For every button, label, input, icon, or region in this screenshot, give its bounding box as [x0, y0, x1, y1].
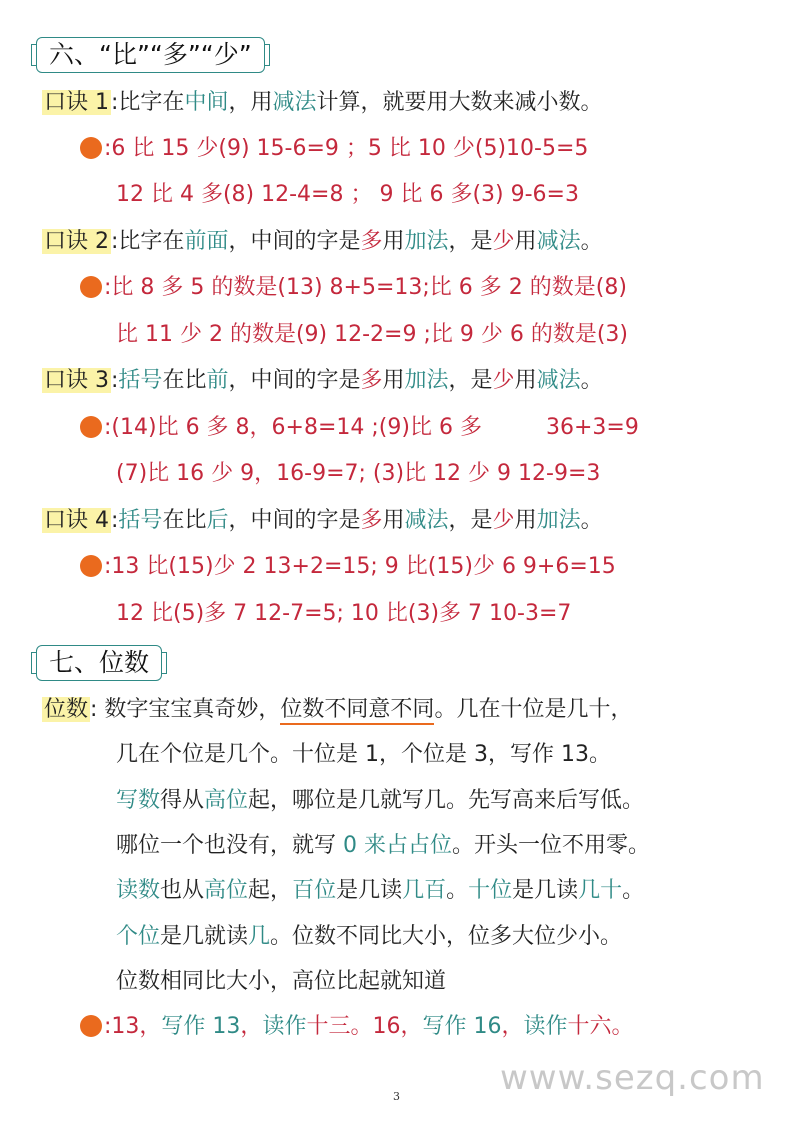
example-text: :比 8 多 5 的数是(13) 8+5=13;比 6 多 2 的数是(8) [104, 275, 627, 300]
rule-3-example-2 [116, 459, 600, 489]
digits-example [80, 1012, 634, 1042]
digits-text: 起， [248, 878, 293, 903]
bullet-icon [80, 416, 102, 438]
rule-1-text: ，用 [228, 90, 273, 115]
rule-3-sep: : [111, 368, 119, 393]
digits-line-4 [116, 831, 650, 861]
digits-text: 。 [622, 878, 645, 903]
example-text: (7)比 16 少 9，16-9=7; (3)比 12 少 9 12-9=3 [116, 461, 601, 486]
digits-line-3 [116, 786, 644, 816]
rule-3-example-1 [80, 413, 482, 443]
rule-4-text: 。 [580, 508, 603, 533]
rule-1-text: 比字在 [118, 90, 185, 115]
rule-3-highlight: 少 [492, 368, 515, 393]
example-text: 12 比 4 多(8) 12-4=8 ； 9 比 6 多(3) 9-6=3 [116, 182, 579, 207]
digits-line-6 [116, 922, 622, 952]
digits-text: 是几读 [512, 878, 579, 903]
digits-text: 得从 [160, 788, 205, 813]
rule-1-text: 计算，就要用大数来减小数。 [316, 90, 603, 115]
digits-highlight: 个位 [116, 924, 161, 949]
rule-2-highlight: 加法 [404, 229, 449, 254]
rule-2-text: 比字在 [118, 229, 185, 254]
digits-highlight: 百位 [292, 878, 337, 903]
rule-4-example-1 [80, 552, 616, 582]
rule-4-text: ，中间的字是 [228, 508, 361, 533]
digits-text: 。开头一位不用零。 [452, 833, 651, 858]
rule-3-text: ，中间的字是 [228, 368, 361, 393]
example-text: :13， [104, 1014, 162, 1039]
rule-2-text: 用 [382, 229, 405, 254]
rule-4-sep: : [111, 508, 119, 533]
rule-3-highlight: 括号 [118, 368, 163, 393]
rule-2-highlight: 少 [492, 229, 515, 254]
rule-2-text: 用 [514, 229, 537, 254]
rule-4-highlight: 少 [492, 508, 515, 533]
section-6-title-text: 六、“比”“多”“少” [49, 40, 252, 69]
example-text: :6 比 15 少(9) 15-6=9 ；5 比 10 少(5)10-5=5 [104, 136, 589, 161]
rule-2-line [42, 227, 603, 257]
section-7-title-text: 七、位数 [49, 648, 150, 677]
rule-1-highlight-middle: 中间 [184, 90, 229, 115]
digits-highlight: 0 来占占位 [343, 833, 452, 858]
rule-3-key: 口诀 3 [44, 368, 109, 393]
rule-2-text: ，中间的字是 [228, 229, 361, 254]
bullet-icon [80, 555, 102, 577]
section-6-title [36, 37, 265, 73]
digits-text: 哪位一个也没有，就写 [116, 833, 343, 858]
digits-text: 起，哪位是几就写几。先写高来后写低。 [248, 788, 645, 813]
rule-3-example-1b [546, 413, 639, 443]
bullet-icon [80, 1015, 102, 1037]
rule-2-key: 口诀 2 [44, 229, 109, 254]
rule-4-text: 在比 [162, 508, 207, 533]
rule-3-text: 在比 [162, 368, 207, 393]
rule-2-highlight: 多 [360, 229, 383, 254]
example-text: ， [501, 1014, 524, 1039]
rule-1-example-1 [80, 134, 588, 164]
rule-3-text: 用 [514, 368, 537, 393]
rule-4-key: 口诀 4 [44, 508, 109, 533]
rule-3-text: 。 [580, 368, 603, 393]
rule-3-highlight: 减法 [536, 368, 581, 393]
example-highlight: 读作 [262, 1014, 307, 1039]
digits-highlight: 写数 [116, 788, 161, 813]
example-text: ， [240, 1014, 263, 1039]
digits-text: : 数字宝宝真奇妙， [90, 697, 281, 722]
example-text: 比 11 少 2 的数是(9) 12-2=9 ;比 9 少 6 的数是(3) [116, 322, 629, 347]
digits-highlight: 高位 [204, 788, 249, 813]
digits-underlined-text: 位数不同意不同 [280, 697, 434, 725]
bullet-icon [80, 137, 102, 159]
rule-4-line [42, 506, 603, 536]
rule-4-highlight: 括号 [118, 508, 163, 533]
rule-2-highlight: 前面 [184, 229, 229, 254]
rule-1-key: 口诀 1 [44, 90, 109, 115]
rule-3-text: 用 [382, 368, 405, 393]
rule-1-example-2 [116, 180, 579, 210]
example-text: 12 比(5)多 7 12-7=5; 10 比(3)多 7 10-3=7 [116, 601, 572, 626]
rule-2-highlight: 减法 [536, 229, 581, 254]
example-highlight: 写作 16 [422, 1014, 502, 1039]
example-text: 36+3=9 [546, 415, 639, 440]
watermark: www.sezq.com [500, 1058, 765, 1098]
rule-2-sep: : [111, 229, 119, 254]
example-highlight: 写作 13 [161, 1014, 241, 1039]
rule-4-highlight: 减法 [404, 508, 449, 533]
example-text: :(14)比 6 多 8，6+8=14 ;(9)比 6 多 [104, 415, 482, 440]
digits-text: 。位数不同比大小，位多大位少小。 [270, 924, 623, 949]
rule-3-highlight: 多 [360, 368, 383, 393]
rule-2-example-2 [116, 320, 628, 350]
example-text: 十六。 [567, 1014, 634, 1039]
digits-text: 是几读 [336, 878, 403, 903]
digits-highlight: 十位 [468, 878, 513, 903]
digits-text: 。几在十位是几十， [434, 697, 633, 722]
rule-3-text: ，是 [448, 368, 493, 393]
rule-2-text: ，是 [448, 229, 493, 254]
digits-line-7 [116, 967, 446, 997]
rule-3-highlight: 加法 [404, 368, 449, 393]
rule-2-example-1 [80, 273, 627, 303]
digits-highlight: 几 [248, 924, 271, 949]
example-text: :13 比(15)少 2 13+2=15; 9 比(15)少 6 9+6=15 [104, 554, 616, 579]
rule-4-highlight: 多 [360, 508, 383, 533]
rule-3-highlight: 前 [206, 368, 229, 393]
digits-line-5 [116, 876, 644, 906]
rule-4-text: 用 [382, 508, 405, 533]
digits-text: 几在个位是几个。十位是 1，个位是 3，写作 13。 [116, 742, 611, 767]
example-text: 十三。 [306, 1014, 373, 1039]
digits-text: 是几就读 [160, 924, 249, 949]
rule-4-text: ，是 [448, 508, 493, 533]
digits-highlight: 几百 [402, 878, 447, 903]
digits-highlight: 几十 [578, 878, 623, 903]
rule-4-highlight: 后 [206, 508, 229, 533]
digits-text: 。 [446, 878, 469, 903]
digits-highlight: 高位 [204, 878, 249, 903]
bullet-icon [80, 276, 102, 298]
digits-line-2 [116, 740, 611, 770]
digits-key: 位数 [44, 697, 89, 722]
rule-4-text: 用 [514, 508, 537, 533]
example-highlight: 读作 [523, 1014, 568, 1039]
rule-1-sep: : [111, 90, 119, 115]
page-number: 3 [393, 1090, 400, 1103]
rule-1-line [42, 88, 603, 118]
rule-3-line [42, 366, 603, 396]
example-text: 16， [372, 1014, 423, 1039]
digits-highlight: 读数 [116, 878, 161, 903]
digits-text: 位数相同比大小，高位比起就知道 [116, 969, 447, 994]
rule-2-text: 。 [580, 229, 603, 254]
rule-4-example-2 [116, 599, 571, 629]
rule-1-highlight-subtraction: 减法 [272, 90, 317, 115]
rule-4-highlight: 加法 [536, 508, 581, 533]
digits-text: 也从 [160, 878, 205, 903]
digits-line-1 [42, 695, 632, 725]
section-7-title [36, 645, 162, 681]
